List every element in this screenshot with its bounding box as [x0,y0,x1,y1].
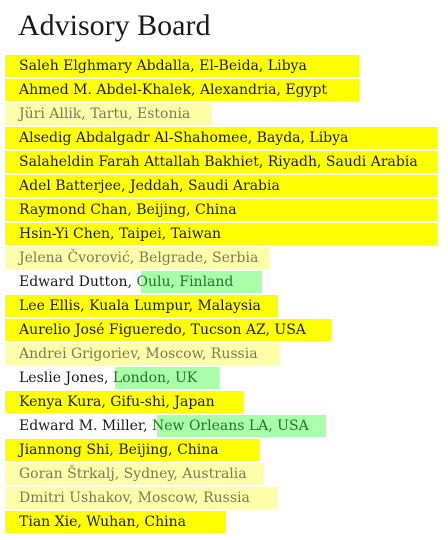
member-entry: Tian Xie, Wuhan, China [19,514,186,530]
member-location: Tartu, Estonia [90,106,191,122]
member-location: Oulu, Finland [136,274,234,290]
list-item [0,414,448,438]
list-item [0,366,448,390]
member-entry: Andrei Grigoriev, Moscow, Russia [19,346,258,362]
list-item [0,462,448,486]
member-entry: Kenya Kura, Gifu-shi, Japan [19,394,215,410]
advisory-board-list [0,54,448,534]
member-entry: Goran Štrkalj, Sydney, Australia [19,466,247,482]
member-entry: Edward Dutton, Oulu, Finland [19,274,234,290]
member-name: Lee Ellis [19,298,81,314]
member-entry: Lee Ellis, Kuala Lumpur, Malaysia [19,298,261,314]
member-entry: Ahmed M. Abdel-Khalek, Alexandria, Egypt [19,82,328,98]
list-item [0,174,448,198]
list-item [0,270,448,294]
member-entry: Jüri Allik, Tartu, Estonia [19,106,191,122]
member-entry: Jelena Čvorović, Belgrade, Serbia [19,250,259,266]
member-location: Bayda, Libya [256,130,349,146]
list-item [0,438,448,462]
list-item [0,78,448,102]
list-item [0,510,448,534]
member-name: Edward M. Miller [19,418,144,434]
member-entry: Dmitri Ushakov, Moscow, Russia [19,490,250,506]
list-item [0,102,448,126]
member-entry: Edward M. Miller, New Orleans LA, USA [19,418,309,434]
member-name: Adel Batterjee [19,178,122,194]
member-location: New Orleans LA, USA [151,418,309,434]
member-location: Kuala Lumpur, Malaysia [89,298,261,314]
list-item [0,222,448,246]
member-location: Sydney, Australia [123,466,247,482]
member-entry: Adel Batterjee, Jeddah, Saudi Arabia [19,178,280,194]
member-location: Moscow, Russia [137,490,250,506]
member-name: Salaheldin Farah Attallah Bakhiet [19,154,259,170]
member-location: Taipei, Taiwan [118,226,222,242]
list-item [0,318,448,342]
list-item [0,390,448,414]
member-location: Alexandria, Egypt [199,82,328,98]
list-item [0,486,448,510]
list-item [0,150,448,174]
member-name: Jüri Allik [19,106,82,122]
list-item [0,198,448,222]
member-entry: Aurelio José Figueredo, Tucson AZ, USA [19,322,306,338]
member-name: Tian Xie [19,514,78,530]
member-location: Jeddah, Saudi Arabia [129,178,280,194]
member-location: Beijing, China [136,202,237,218]
member-name: Dmitri Ushakov [19,490,129,506]
member-location: El-Beida, Libya [199,58,307,74]
member-name: Edward Dutton [19,274,128,290]
member-location: Riyadh, Saudi Arabia [267,154,418,170]
member-name: Kenya Kura [19,394,102,410]
member-entry: Hsin-Yi Chen, Taipei, Taiwan [19,226,222,242]
list-item [0,246,448,270]
member-name: Aurelio José Figueredo [19,322,182,338]
list-item [0,54,448,78]
member-name: Andrei Grigoriev [19,346,137,362]
member-name: Jiannong Shi [19,442,110,458]
member-name: Ahmed M. Abdel-Khalek [19,82,191,98]
member-entry: Saleh Elghmary Abdalla, El-Beida, Libya [19,58,307,74]
list-item [0,126,448,150]
member-entry: Alsedig Abdalgadr Al-Shahomee, Bayda, Libya [19,130,349,146]
member-entry: Raymond Chan, Beijing, China [19,202,237,218]
member-name: Jelena Čvorović [19,250,130,266]
list-item [0,294,448,318]
member-location: Tucson AZ, USA [190,322,306,338]
member-name: Raymond Chan [19,202,128,218]
member-location: London, UK [112,370,198,386]
page-title: Advisory Board [18,9,211,42]
member-entry: Salaheldin Farah Attallah Bakhiet, Riyadh, Saudi Arabia [19,154,418,170]
member-location: Wuhan, China [86,514,186,530]
member-entry: Leslie Jones, London, UK [19,370,198,386]
member-location: Gifu-shi, Japan [110,394,215,410]
member-name: Alsedig Abdalgadr Al-Shahomee [19,130,248,146]
member-name: Goran Štrkalj [19,466,115,482]
member-entry: Jiannong Shi, Beijing, China [19,442,219,458]
member-name: Leslie Jones [19,370,104,386]
member-name: Saleh Elghmary Abdalla [19,58,191,74]
member-location: Belgrade, Serbia [138,250,259,266]
member-location: Beijing, China [118,442,219,458]
member-location: Moscow, Russia [145,346,258,362]
list-item [0,342,448,366]
member-name: Hsin-Yi Chen [19,226,111,242]
